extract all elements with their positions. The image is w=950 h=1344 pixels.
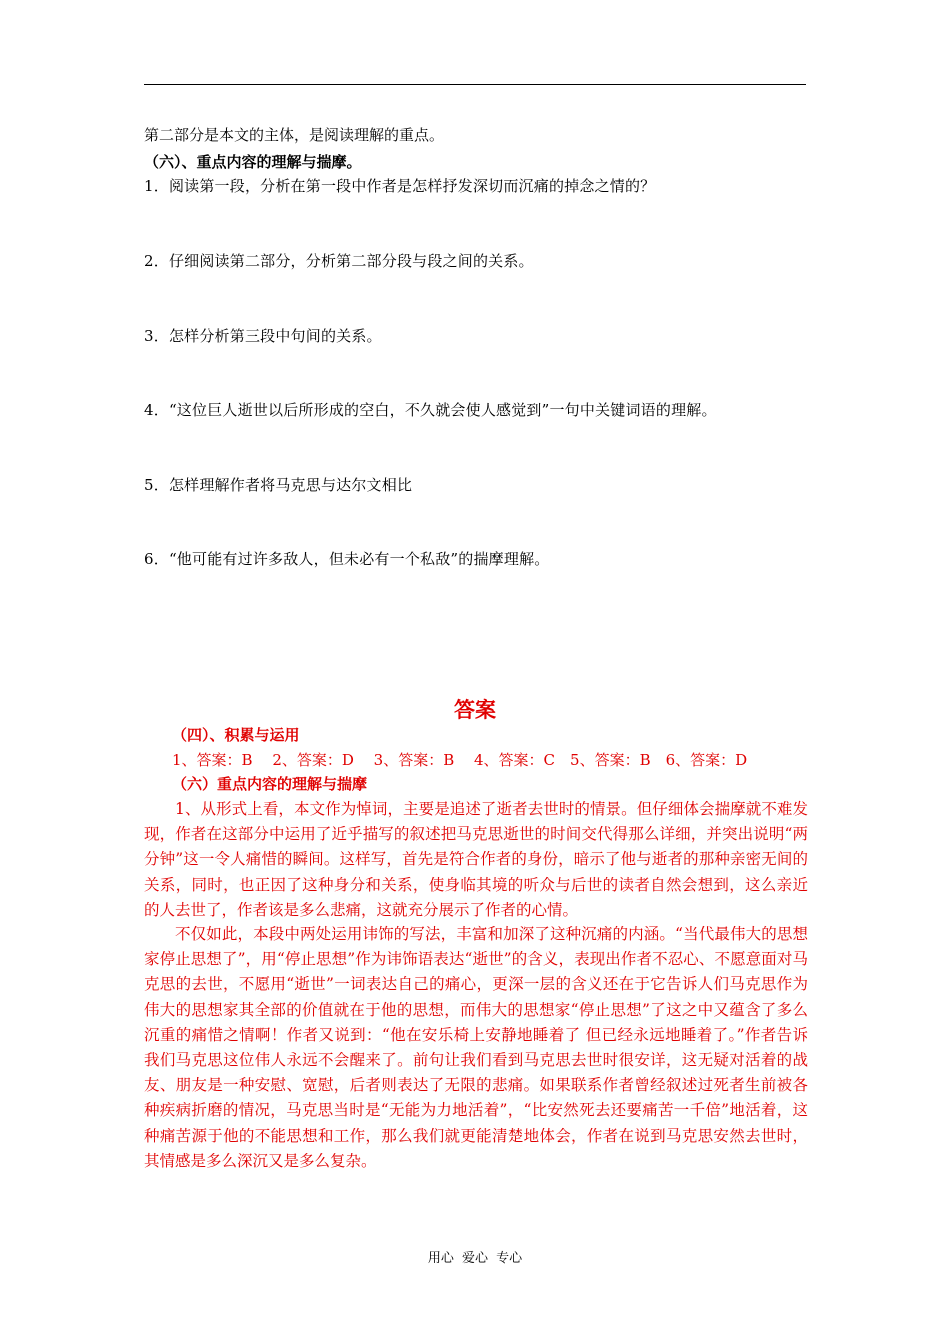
- question-5: 5．怎样理解作者将马克思与达尔文相比: [144, 476, 413, 494]
- answers-section-six-heading: （六）重点内容的理解与揣摩: [172, 775, 368, 793]
- page-footer: 用心 爱心 专心: [427, 1251, 523, 1266]
- answers-section-four-heading: （四）、积累与运用: [172, 726, 300, 744]
- header-rule: [144, 84, 806, 85]
- section-six-heading: （六）、重点内容的理解与揣摩。: [144, 153, 362, 171]
- answer-paragraph-1: 1、从形式上看，本文作为悼词，主要是追述了逝者去世时的情景。但仔细体会揣摩就不难发现，作者在这部分中运用了近乎描写的叙述把马克思逝世的时间交代得那么详细，并突出说明“两分钟”这一令人痛惜的瞬间。这样写，首先是符合作者的身份，暗示了他与逝者的那种亲密无间的关系，同时，也正因了这种身分和关系，使身临其境的听众与后世的读者自然会想到，这么亲近的人去世了，作者该是多么悲痛，这就充分展示了作者的心情。: [144, 800, 808, 919]
- question-1: 1．阅读第一段，分析在第一段中作者是怎样抒发深切而沉痛的掉念之情的？: [144, 177, 656, 195]
- answer-paragraph-2: 不仅如此，本段中两处运用讳饰的写法，丰富和加深了这种沉痛的内涵。“当代最伟大的思想家停止思想了”，用“停止思想”作为讳饰语表达“逝世”的含义，表现出作者不忍心、不愿意面对马克思的去世，不愿用“逝世”一词表达自己的痛心，更深一层的含义还在于它告诉人们马克思作为伟大的思想家其全部的价值就在于他的思想，而伟大的思想家“停止思想”了这之中又蕴含了多么沉重的痛惜之情啊！作者又说到：“他在安乐椅上安静地睡着了 但已经永远地睡着了。”作者告诉我们马克思这位伟人永远不会醒来了。前句让我们看到马克思去世时很安详，这无疑对活着的战友、朋友是一种安慰、宽慰，后者则表达了无限的悲痛。如果联系作者曾经叙述过死者生前被各种疾病折磨的情况，马克思当时是“无能为力地活着”，“比安然死去还要痛苦一千倍”地活着，这种痛苦源于他的不能思想和工作，那么我们就更能清楚地体会，作者在说到马克思安然去世时，其情感是多么深沉又是多么复杂。: [144, 925, 808, 1170]
- intro-text: 第二部分是本文的主体，是阅读理解的重点。: [144, 126, 445, 144]
- question-3: 3．怎样分析第三段中句间的关系。: [144, 327, 382, 345]
- answer-codes: 1、答案：B 2、答案：D 3、答案：B 4、答案：C 5、答案：B 6、答案：D: [172, 751, 748, 769]
- question-2: 2．仔细阅读第二部分，分析第二部分段与段之间的关系。: [144, 252, 534, 270]
- answers-title: 答案: [454, 698, 496, 722]
- question-6: 6．“他可能有过许多敌人，但未必有一个私敌”的揣摩理解。: [144, 550, 550, 568]
- question-4: 4．“这位巨人逝世以后所形成的空白，不久就会使人感觉到”一句中关键词语的理解。: [144, 401, 717, 419]
